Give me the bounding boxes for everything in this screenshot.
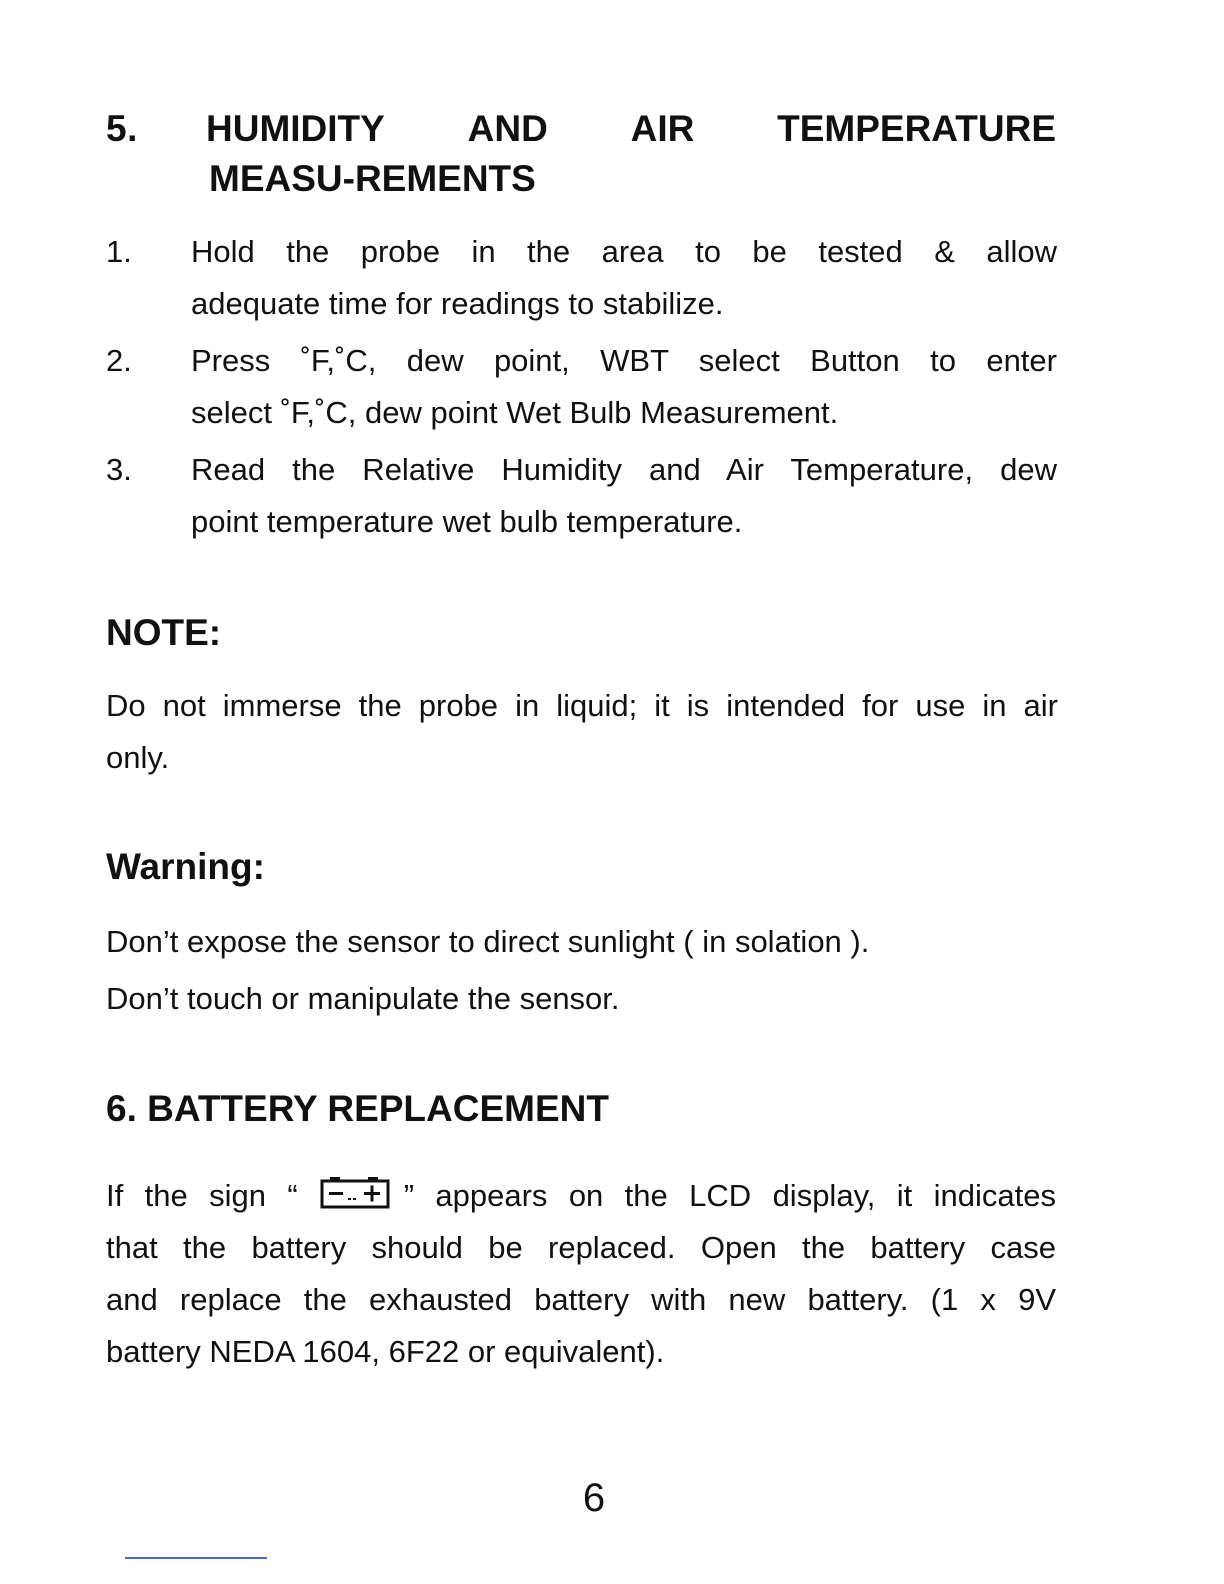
warning-line2: Don’t touch or manipulate the sensor.	[106, 981, 620, 1016]
step-2-line1: Press ˚F,˚C, dew point, WBT select Button to enter	[191, 343, 1057, 378]
step-2-line2: select ˚F,˚C, dew point Wet Bulb Measurement.	[191, 395, 839, 430]
battery-line2: that the battery should be replaced. Open the battery case	[106, 1230, 1056, 1265]
bottom-rule	[125, 1557, 267, 1559]
warning-line1: Don’t expose the sensor to direct sunlight ( in solation ).	[106, 924, 870, 959]
step-1-line1: Hold the probe in the area to be tested & allow	[191, 234, 1057, 269]
step-2-number: 2.	[106, 343, 132, 378]
section-5-number: 5.	[106, 108, 138, 149]
title-word: AND	[467, 108, 548, 149]
section-5-title-line2: MEASU-REMENTS	[209, 158, 536, 199]
title-word: AIR	[630, 108, 695, 149]
battery-line3: and replace the exhausted battery with new battery. (1 x 9V	[106, 1282, 1056, 1317]
title-word: HUMIDITY	[206, 108, 385, 149]
section-6-title: 6. BATTERY REPLACEMENT	[106, 1088, 609, 1129]
battery-line1-start: If the sign “	[106, 1178, 298, 1213]
battery-line1-end: ” appears on the LCD display, it indicates	[403, 1178, 1057, 1213]
battery-line1	[106, 1170, 1056, 1222]
battery-line4: battery NEDA 1604, 6F22 or equivalent).	[106, 1334, 665, 1369]
title-word: TEMPERATURE	[777, 108, 1056, 149]
step-1-number: 1.	[106, 234, 132, 269]
warning-heading: Warning:	[106, 846, 265, 887]
step-1-line2: adequate time for readings to stabilize.	[191, 286, 724, 321]
step-3-line1: Read the Relative Humidity and Air Temperature, dew	[191, 452, 1057, 487]
battery-icon	[320, 1177, 390, 1209]
section-5-title	[206, 108, 1056, 150]
page-number: 6	[582, 1476, 606, 1520]
note-heading: NOTE:	[106, 612, 222, 653]
step-3-line2: point temperature wet bulb temperature.	[191, 504, 743, 539]
note-line1: Do not immerse the probe in liquid; it is intended for use in air	[106, 688, 1058, 723]
step-3-number: 3.	[106, 452, 132, 487]
note-line2: only.	[106, 740, 170, 775]
